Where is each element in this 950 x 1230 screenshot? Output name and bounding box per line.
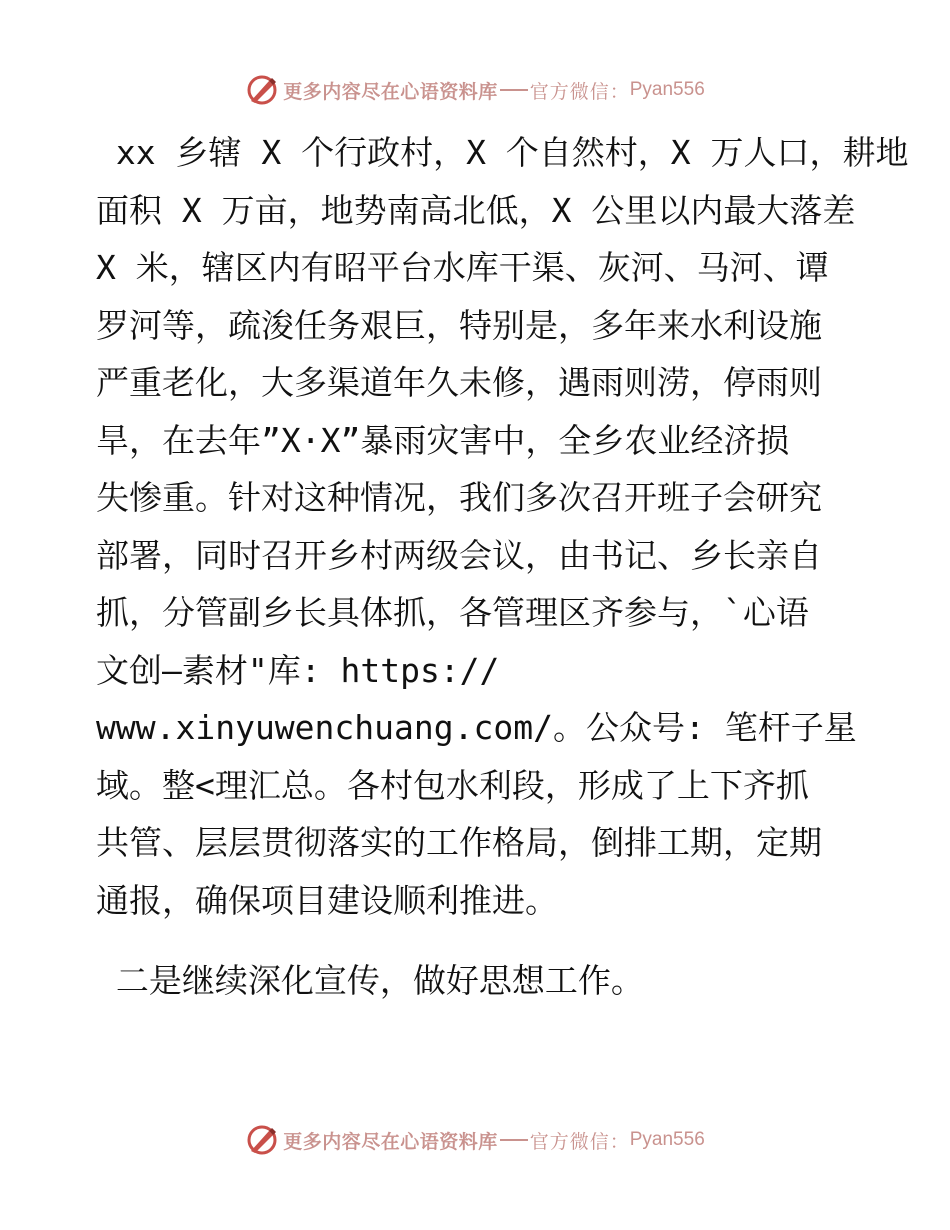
text-line: 旱，在去年”X·X”暴雨灾害中，全乡农业经济损 [96, 420, 790, 460]
footer-watermark [0, 1120, 950, 1160]
text-line: 二是继续深化宣传，做好思想工作。 [96, 961, 644, 1000]
paragraph-2 [96, 952, 866, 1010]
pen-logo-icon [245, 73, 279, 107]
header-wechat-id: Pyan556 [629, 79, 705, 100]
text-line: www.xinyuwenchuang.com/。公众号: 笔杆子星 [96, 708, 857, 747]
text-line: 共管、层层贯彻落实的工作格局，倒排工期，定期 [96, 823, 822, 862]
document-body [96, 124, 909, 1010]
text-line: X 米，辖区内有昭平台水库干渠、灰河、马河、谭 [96, 248, 829, 287]
header-dash-divider [500, 89, 528, 91]
text-line: 严重老化，大多渠道年久未修，遇雨则涝，停雨则 [96, 363, 822, 402]
footer-wechat-label: 官方微信： [529, 1130, 630, 1153]
text-line: 失惨重。针对这种情况，我们多次召开班子会研究 [96, 478, 822, 517]
text-line: 罗河等，疏浚任务艰巨，特别是，多年来水利设施 [96, 305, 822, 345]
header-brand-text: 更多内容尽在心语资料库 [283, 80, 498, 103]
text-line: 抓，分管副乡长具体抓，各管理区齐参与，`心语 [96, 593, 809, 632]
paragraph-1 [96, 124, 909, 929]
text-line: 面积 X 万亩，地势南高北低，X 公里以内最大落差 [96, 190, 856, 230]
text-line: xx 乡辖 X 个行政村，X 个自然村，X 万人口，耕地 [96, 133, 909, 172]
footer-brand-text: 更多内容尽在心语资料库 [283, 1130, 498, 1153]
pen-logo-icon [245, 1123, 279, 1157]
text-line: 文创—素材"库: https:// [96, 650, 500, 690]
footer-dash-divider [500, 1139, 528, 1141]
text-line: 部署，同时召开乡村两级会议，由书记、乡长亲自 [96, 535, 822, 575]
text-line: 通报，确保项目建设顺利推进。 [96, 880, 558, 920]
header-watermark [0, 70, 950, 110]
footer-wechat-id: Pyan556 [629, 1129, 705, 1150]
header-wechat-label: 官方微信： [529, 80, 630, 103]
text-line: 域。整<理汇总。各村包水利段，形成了上下齐抓 [96, 765, 809, 805]
